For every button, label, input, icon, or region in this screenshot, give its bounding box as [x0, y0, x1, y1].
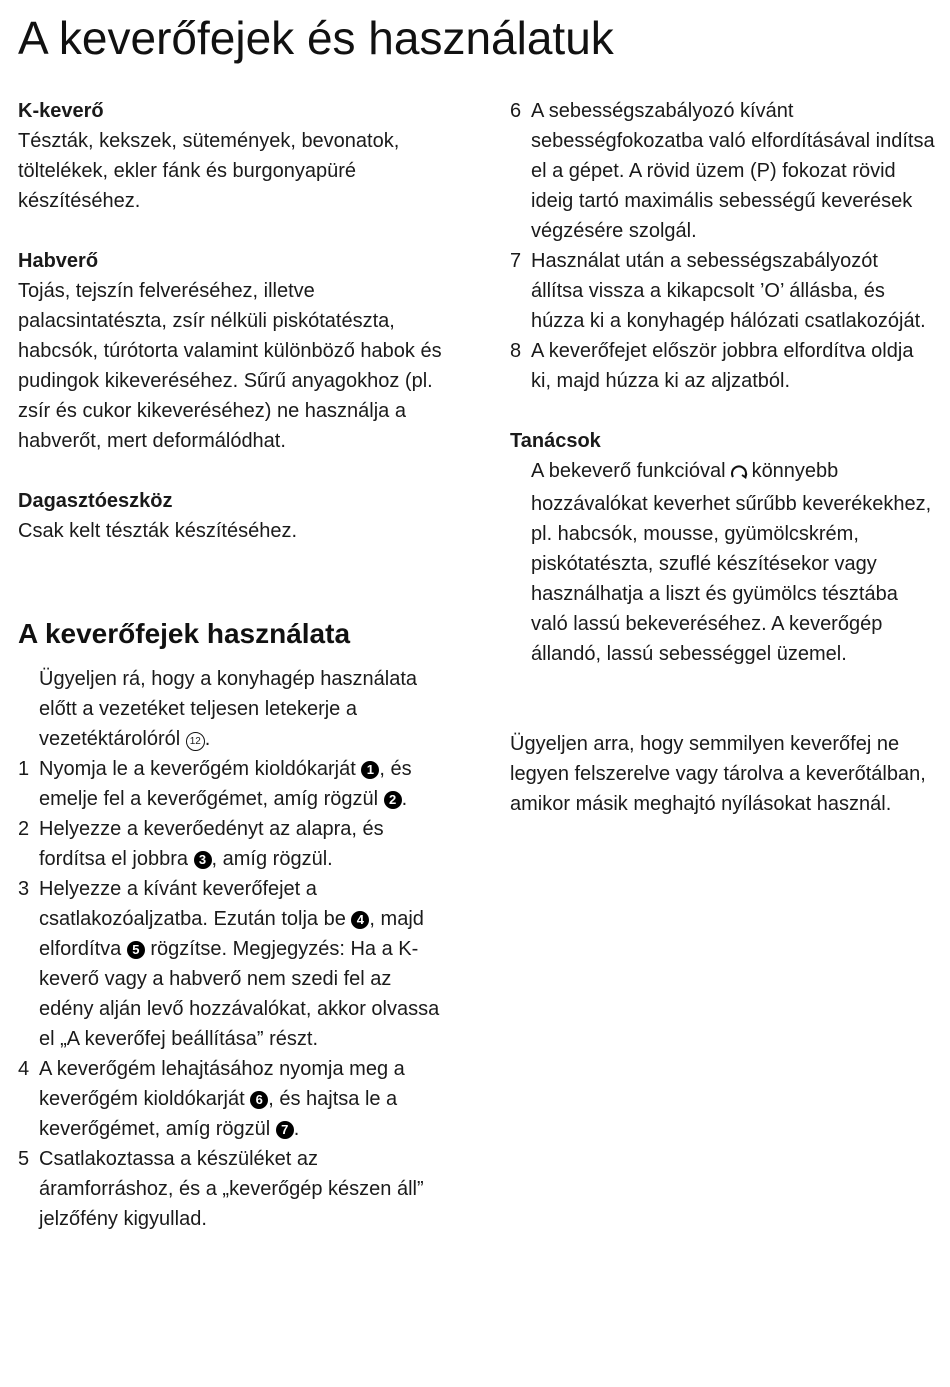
step-item [18, 1054, 443, 1144]
spacer [18, 456, 443, 486]
dough-hook-text: Csak kelt tészták készítéséhez. [18, 520, 298, 542]
step-text [39, 1144, 443, 1234]
step-text-part: Nyomja le a keverőgém kioldókarját [39, 758, 362, 780]
spacer [510, 396, 935, 426]
figure-ref-5-icon: 5 [127, 941, 145, 959]
tips-heading: Tanácsok [510, 430, 601, 452]
step-text-part: A keverőgém lehajtásához nyomja meg a keverőgém kioldókarját [39, 1058, 405, 1110]
step-number: 4 [18, 1058, 30, 1080]
k-mixer-text: Tészták, kekszek, sütemények, bevonatok, töltelékek, ekler fánk és burgonyapüré készítéséhez. [18, 130, 400, 212]
usage-heading: A keverőfejek használata [18, 618, 351, 649]
k-mixer-heading: K-keverő [18, 100, 104, 122]
cord-storage-ref-icon: 12 [186, 732, 205, 751]
spacer [18, 652, 443, 664]
figure-ref-4-icon: 4 [351, 911, 369, 929]
step-text: Használat után a sebességszabályozót állítsa vissza a kikapcsolt ’O’ állásba, és húzza ki a konyhagép hálózati csatlakozóját. [531, 250, 926, 332]
step-text-part: , majd elfordítva [39, 908, 424, 960]
step-text: A sebességszabályozó kívánt sebességfokozatba való elfordításával indítsa el a gépet. A rövid üzem (P) fokozat rövid ideig tartó maximális sebességű keverések végzésére szolgál. [531, 100, 935, 242]
step-number: 1 [18, 758, 30, 780]
step-text [39, 814, 443, 874]
step-item [510, 96, 935, 246]
step-text-part: . [401, 788, 408, 810]
usage-intro-text: Ügyeljen rá, hogy a konyhagép használata előtt a vezetéket teljesen letekerje a vezetéktárolóról [39, 668, 418, 750]
step-item [18, 1144, 443, 1234]
step-number: 8 [510, 340, 522, 362]
step-item [510, 246, 935, 336]
tips-text [510, 456, 935, 669]
step-item [510, 336, 935, 396]
step-text-part: Helyezze a keverőedényt az alapra, és fordítsa el jobbra [39, 818, 384, 870]
dough-hook-heading: Dagasztóeszköz [18, 490, 173, 512]
step-text-part: rögzítse. Megjegyzés: Ha a K-keverő vagy a habverő nem szedi fel az edény alján levő hozzávalókat, akkor olvassa el „A keverőfej beállítása” részt. [39, 938, 440, 1050]
step-item [18, 754, 443, 814]
step-text [39, 1054, 443, 1144]
usage-steps-list-continued [510, 96, 935, 396]
right-column [510, 96, 935, 819]
spacer [18, 216, 443, 246]
tips-text-before: A bekeverő funkcióval [531, 460, 726, 482]
whisk-heading: Habverő [18, 250, 99, 272]
tips-text-after: könnyebb hozzávalókat keverhet sűrűbb keverékekhez, pl. habcsók, mousse, gyümölcskrém, piskótatészta, szuflé készítésekor vagy használhatja a liszt és gyümölcs tésztába való lassú bekeveréséhez. A keverőgép állandó, lassú sebességgel üzemel. [531, 460, 932, 665]
step-item [18, 814, 443, 874]
step-number: 3 [18, 878, 30, 900]
left-column [18, 96, 443, 1234]
figure-ref-1-icon: 1 [361, 761, 379, 779]
whisk-text: Tojás, tejszín felveréséhez, illetve palacsintatészta, zsír nélküli piskótatészta, habcsók, túrótorta valamint különböző habok és pudingok kikeveréséhez. Sűrű anyagokhoz (pl. zsír és cukor kikeveréséhez) ne használja a habverőt, mert deformálódhat. [18, 280, 442, 452]
warning-text: Ügyeljen arra, hogy semmilyen keverőfej ne legyen felszerelve vagy tárolva a keverőtálban, amikor másik meghajtó nyílásokat használ. [510, 733, 926, 815]
spacer [510, 669, 935, 729]
fold-rotate-icon [729, 459, 749, 489]
step-text-part: Csatlakoztassa a készüléket az áramforráshoz, és a „keverőgép készen áll” jelzőfény kigyullad. [39, 1148, 424, 1230]
step-number: 7 [510, 250, 522, 272]
figure-ref-3-icon: 3 [194, 851, 212, 869]
step-text [39, 754, 443, 814]
step-text-part: , és emelje fel a keverőgémet, amíg rögzül [39, 758, 412, 810]
step-text-part: , és hajtsa le a keverőgémet, amíg rögzül [39, 1088, 398, 1140]
figure-ref-6-icon: 6 [250, 1091, 268, 1109]
step-text: A keverőfejet először jobbra elfordítva oldja ki, majd húzza ki az aljzatból. [531, 340, 914, 392]
step-number: 5 [18, 1148, 30, 1170]
step-text-part: , amíg rögzül. [211, 848, 333, 870]
usage-intro [18, 664, 443, 754]
step-text-part: . [293, 1118, 300, 1140]
usage-steps-list [18, 754, 443, 1234]
step-text-part: Helyezze a kívánt keverőfejet a csatlakozóaljzatba. Ezután tolja be [39, 878, 352, 930]
step-text [39, 874, 443, 1054]
spacer [18, 546, 443, 616]
step-number: 2 [18, 818, 30, 840]
figure-ref-7-icon: 7 [276, 1121, 294, 1139]
page-title: A keverőfejek és használatuk [18, 12, 614, 64]
step-number: 6 [510, 100, 522, 122]
step-item [18, 874, 443, 1054]
figure-ref-2-icon: 2 [384, 791, 402, 809]
usage-intro-end: . [204, 728, 211, 750]
